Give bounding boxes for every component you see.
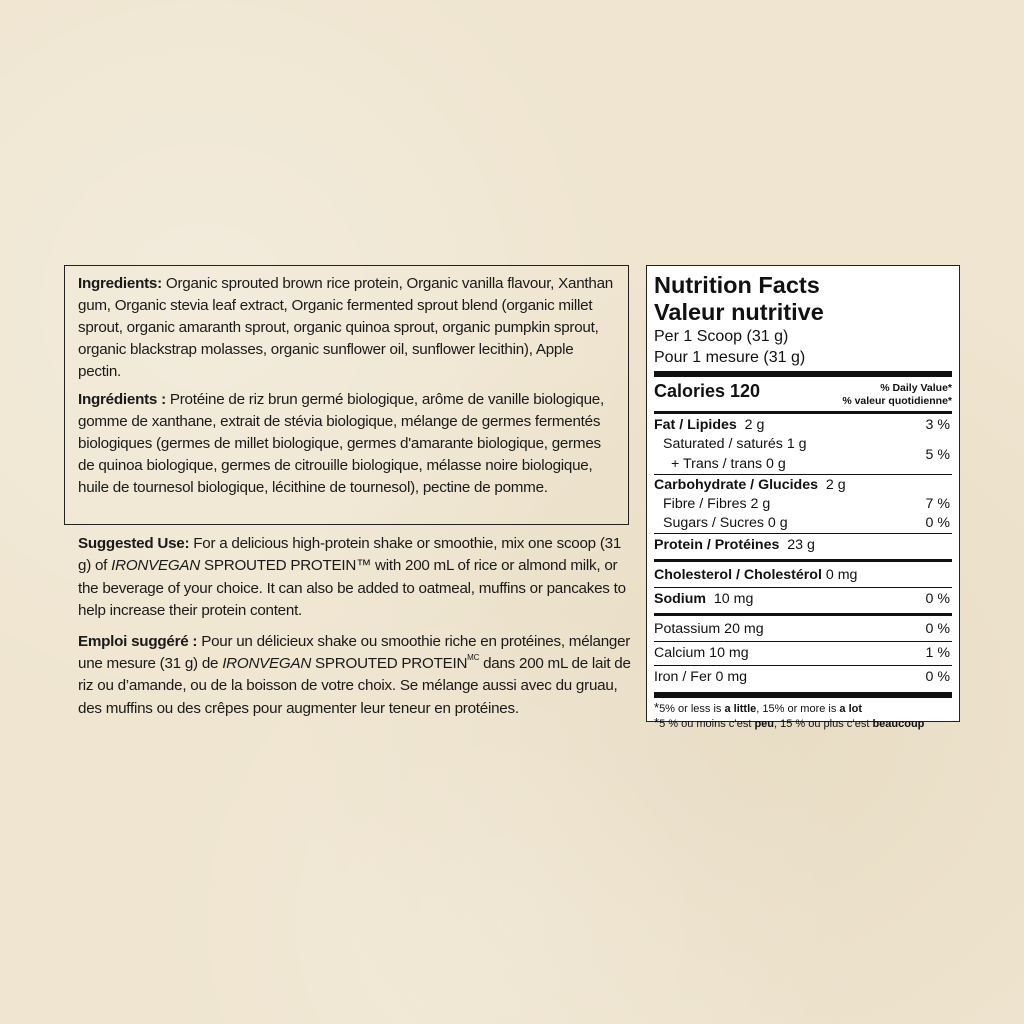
ingredients-label-fr: Ingrédients : <box>78 391 166 408</box>
trans-fat: + Trans / trans 0 g <box>671 455 786 472</box>
footnote-en-bold-2: a lot <box>839 703 863 715</box>
suggested-use-text-en-1: For a delicious high-protein shake or smoothie, mix one scoop (31 g) of <box>78 535 622 575</box>
iron-amount: Iron / Fer 0 mg <box>654 669 748 685</box>
mc-symbol: MC <box>467 653 480 663</box>
sugars-amount: Sugars / Sucres 0 g <box>663 515 788 531</box>
potassium-amount: Potassium 20 mg <box>654 621 764 637</box>
sodium-label: Sodium <box>654 591 707 607</box>
fat-amount: 2 g <box>744 417 765 433</box>
divider <box>654 411 952 414</box>
ingredients-text-en: Organic sprouted brown rice protein, Organic vanilla flavour, Xanthan gum, Organic stevia leaf extract, Organic fermented sprout blend (organic millet sprout, organic amaranth sprout, organic quinoa sprout, organic pumpkin sprout, organic blackstrap molasses, organic sunflower oil, sunflower lecithin), Apple pectin. <box>78 275 613 380</box>
serving-size-fr: Pour 1 mesure (31 g) <box>654 349 806 366</box>
sugars-percent: 0 % <box>925 515 950 531</box>
saturated-percent: 5 % <box>925 446 950 463</box>
footnote-en <box>654 701 952 716</box>
cholesterol-row <box>654 564 952 587</box>
brand-name-fr: IRONVEGAN <box>222 655 312 673</box>
cholesterol-label: Cholesterol / Cholestérol <box>654 567 822 583</box>
suggested-use-label-en: Suggested Use: <box>78 535 190 552</box>
suggested-use-french <box>78 631 634 721</box>
brand-name-en: IRONVEGAN <box>111 557 201 575</box>
footnote-fr-text-1: 5 % ou moins c’est <box>659 718 755 730</box>
product-name-en: SPROUTED PROTEIN <box>200 557 357 575</box>
sodium-percent: 0 % <box>925 591 950 607</box>
carbohydrate-label: Carbohydrate / Glucides <box>654 477 818 493</box>
product-name-fr: SPROUTED PROTEIN <box>311 655 468 673</box>
suggested-use-section <box>78 533 634 728</box>
fibre-row <box>654 495 952 514</box>
carbohydrate-amount: 2 g <box>825 477 846 493</box>
fibre-amount: Fibre / Fibres 2 g <box>663 496 771 512</box>
daily-value-fr: % valeur quotidienne* <box>842 395 952 407</box>
fat-row <box>654 416 952 435</box>
ingredients-panel <box>64 265 629 525</box>
fat-percent: 3 % <box>925 417 950 433</box>
suggested-use-text-fr-2: dans 200 mL de lait de riz ou d’amande, ou de la boisson de votre choix. Se mélange aussi avec du gruau, des muffins ou des crêpes pour augmenter leur teneur en protéines. <box>78 655 631 717</box>
fibre-percent: 7 % <box>925 496 950 512</box>
cholesterol-amount: 0 mg <box>825 567 858 583</box>
daily-value-header <box>842 382 952 408</box>
footnote-fr <box>654 716 952 731</box>
ingredients-text-fr: Protéine de riz brun germé biologique, arôme de vanille biologique, gomme de xanthane, extrait de stévia biologique, mélange de germes fermentés biologiques (germes de millet biologique, germes d'amarante biologique, germes de quinoa biologique, germes de citrouille biologique, mélasse noire biologique, huile de tournesol biologique, lécithine de tournesol), pectine de pomme. <box>78 391 604 496</box>
suggested-use-text-fr-1: Pour un délicieux shake ou smoothie riche en protéines, mélanger une mesure (31 g) de <box>78 632 631 673</box>
daily-value-en: % Daily Value* <box>880 382 952 394</box>
ingredients-french <box>78 389 620 499</box>
footnote-en-bold-1: a little <box>724 703 757 715</box>
footnote-asterisk: * <box>654 700 660 715</box>
calcium-amount: Calcium 10 mg <box>654 645 749 661</box>
saturated-trans-row <box>654 435 952 474</box>
ingredients-english <box>78 273 620 383</box>
sodium-row <box>654 588 952 611</box>
protein-label: Protein / Protéines <box>654 537 780 553</box>
protein-amount: 23 g <box>787 537 815 553</box>
footnote-fr-text-2: , 15 % ou plus c’est <box>774 718 873 730</box>
suggested-use-label-fr: Emploi suggéré : <box>78 632 198 650</box>
divider <box>654 559 952 562</box>
serving-size-en: Per 1 Scoop (31 g) <box>654 328 789 345</box>
sodium-amount: 10 mg <box>713 591 754 607</box>
potassium-percent: 0 % <box>925 621 950 637</box>
trademark-symbol: ™ <box>356 557 372 575</box>
footnote-fr-bold-1: peu <box>754 718 774 730</box>
sugars-row <box>654 514 952 533</box>
calories: Calories 120 <box>654 381 761 401</box>
fat-label: Fat / Lipides <box>654 417 737 433</box>
potassium-row <box>654 618 952 641</box>
footnote-en-text-1: 5% or less is <box>659 703 725 715</box>
calcium-row <box>654 642 952 665</box>
ingredients-label-en: Ingredients: <box>78 275 162 292</box>
nutrition-facts-table <box>646 265 960 730</box>
saturated-fat: Saturated / saturés 1 g <box>663 436 807 452</box>
divider <box>654 371 952 377</box>
nutrition-title-fr: Valeur nutritive <box>654 299 824 325</box>
calories-row <box>654 379 952 409</box>
suggested-use-text-en-2: with 200 mL of rice or almond milk, or the beverage of your choice. It can also be added to oatmeal, muffins or pancakes to help increase their protein content. <box>78 557 626 620</box>
footnote-en-text-2: , 15% or more is <box>756 703 840 715</box>
footnote <box>654 701 952 731</box>
divider <box>654 613 952 616</box>
iron-percent: 0 % <box>925 669 950 685</box>
protein-row <box>654 534 952 557</box>
footnote-asterisk: * <box>654 715 660 730</box>
carbohydrate-row <box>654 476 952 495</box>
divider <box>654 692 952 698</box>
nutrition-title-en: Nutrition Facts <box>654 272 820 298</box>
divider <box>654 474 952 475</box>
iron-row <box>654 666 952 689</box>
calcium-percent: 1 % <box>925 645 950 661</box>
footnote-fr-bold-2: beaucoup <box>872 718 925 730</box>
suggested-use-english <box>78 533 634 623</box>
